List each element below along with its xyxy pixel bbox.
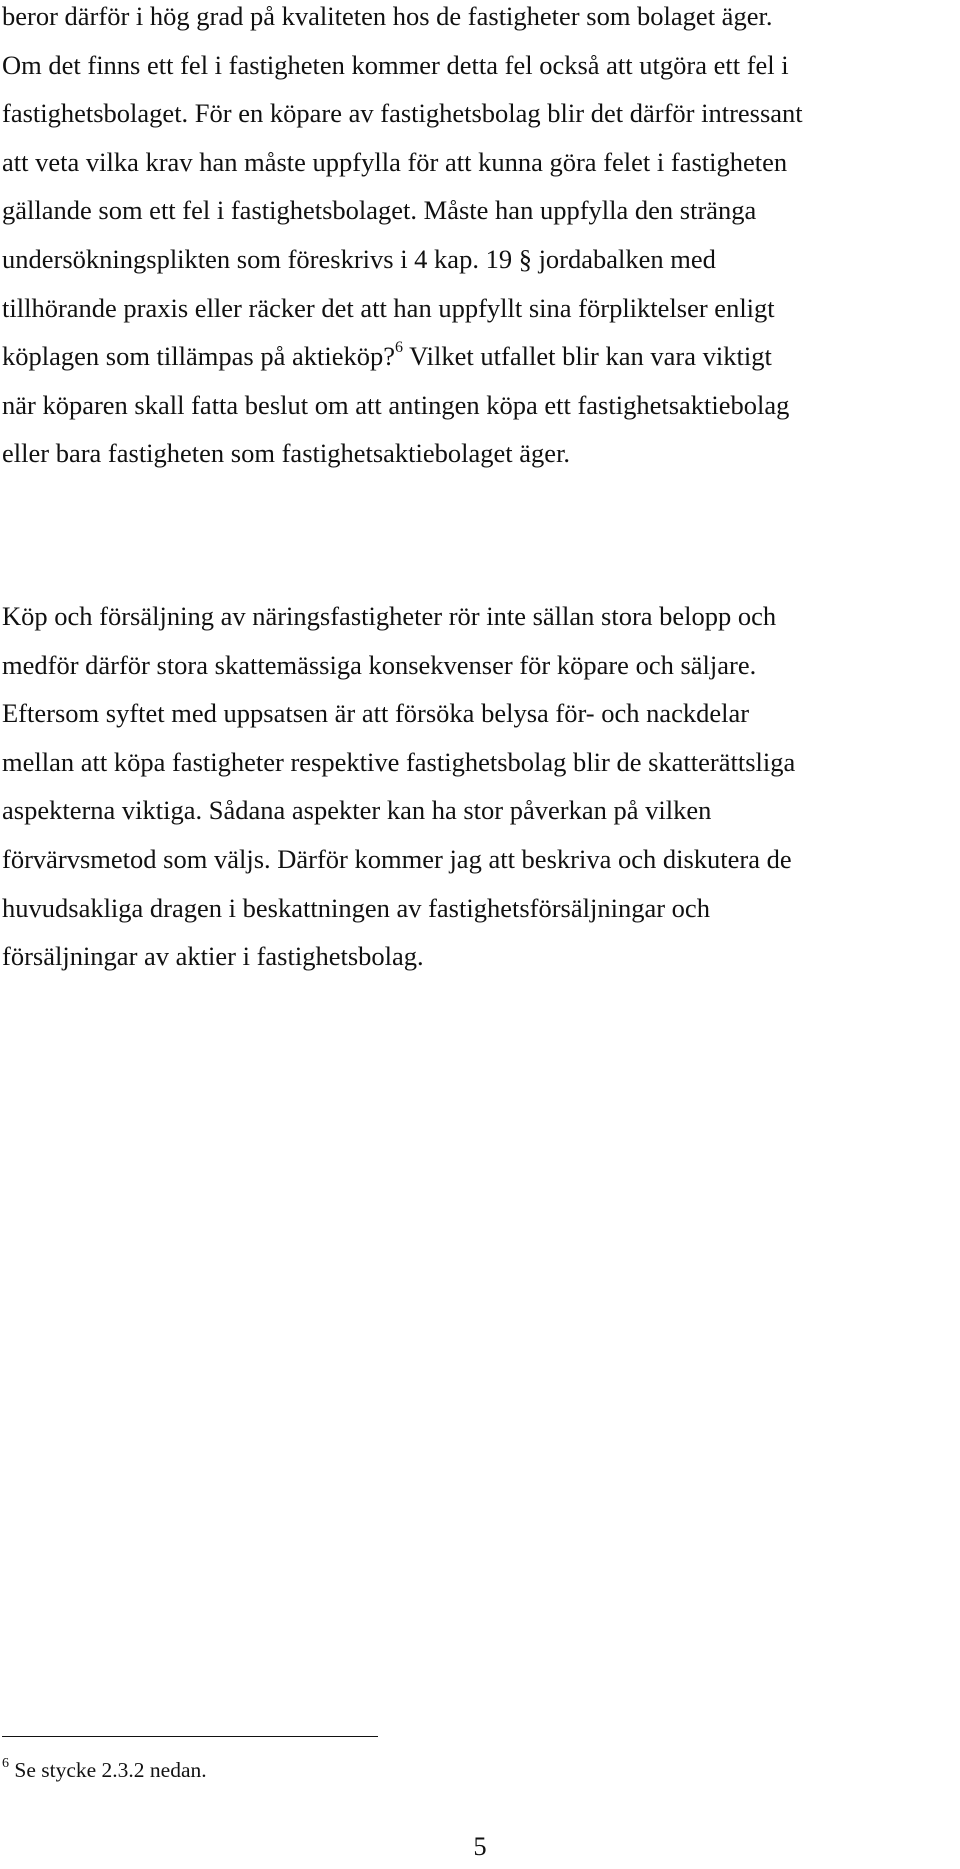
text-line: beror därför i hög grad på kvaliteten hos de fastigheter som bolaget äger. [2,1,773,31]
text-line: tillhörande praxis eller räcker det att han uppfyllt sina förpliktelser enligt [2,292,775,323]
page-number: 5 [473,1831,487,1861]
text-segment: Vilket utfallet blir kan vara viktigt [402,341,772,372]
text-line: Eftersom syftet med uppsatsen är att försöka belysa för- och nackdelar [2,698,750,729]
text-line: aspekterna viktiga. Sådana aspekter kan ha stor påverkan på vilken [2,795,712,826]
footnote-text: Se stycke 2.3.2 nedan. [9,1758,207,1782]
footnote [2,1755,207,1785]
footnote-number: 6 [2,1756,9,1771]
text-line: huvudsakliga dragen i beskattningen av fastighetsförsäljningar och [2,892,710,923]
text-line: mellan att köpa fastigheter respektive fastighetsbolag blir de skatterättsliga [2,746,796,777]
text-line: undersökningsplikten som föreskrivs i 4 kap. 19 § jordabalken med [2,243,716,274]
text-line-with-footnote-ref [2,332,960,381]
text-line: Om det finns ett fel i fastigheten kommer detta fel också att utgöra ett fel i [2,49,789,80]
text-line: Köp och försäljning av näringsfastigheter rör inte sällan stora belopp och [2,601,777,631]
body-paragraph-1 [2,0,960,478]
text-line: eller bara fastigheten som fastighetsaktiebolaget äger. [2,438,571,469]
text-line: medför därför stora skattemässiga konsekvenser för köpare och säljare. [2,649,757,680]
text-line: när köparen skall fatta beslut om att antingen köpa ett fastighetsaktiebolag [2,389,790,420]
text-line: gällande som ett fel i fastighetsbolaget. Måste han uppfylla den stränga [2,195,757,226]
text-line: att veta vilka krav han måste uppfylla för att kunna göra felet i fastigheten [2,146,788,177]
body-paragraph-2 [2,592,960,981]
footnote-separator [2,1736,378,1737]
footnote-reference[interactable]: 6 [394,339,403,357]
text-segment: köplagen som tillämpas på aktieköp? [2,341,395,372]
text-line: fastighetsbolaget. För en köpare av fastighetsbolag blir det därför intressant [2,98,803,129]
text-line: förvärvsmetod som väljs. Därför kommer jag att beskriva och diskutera de [2,843,792,874]
text-line: försäljningar av aktier i fastighetsbolag. [2,941,424,972]
